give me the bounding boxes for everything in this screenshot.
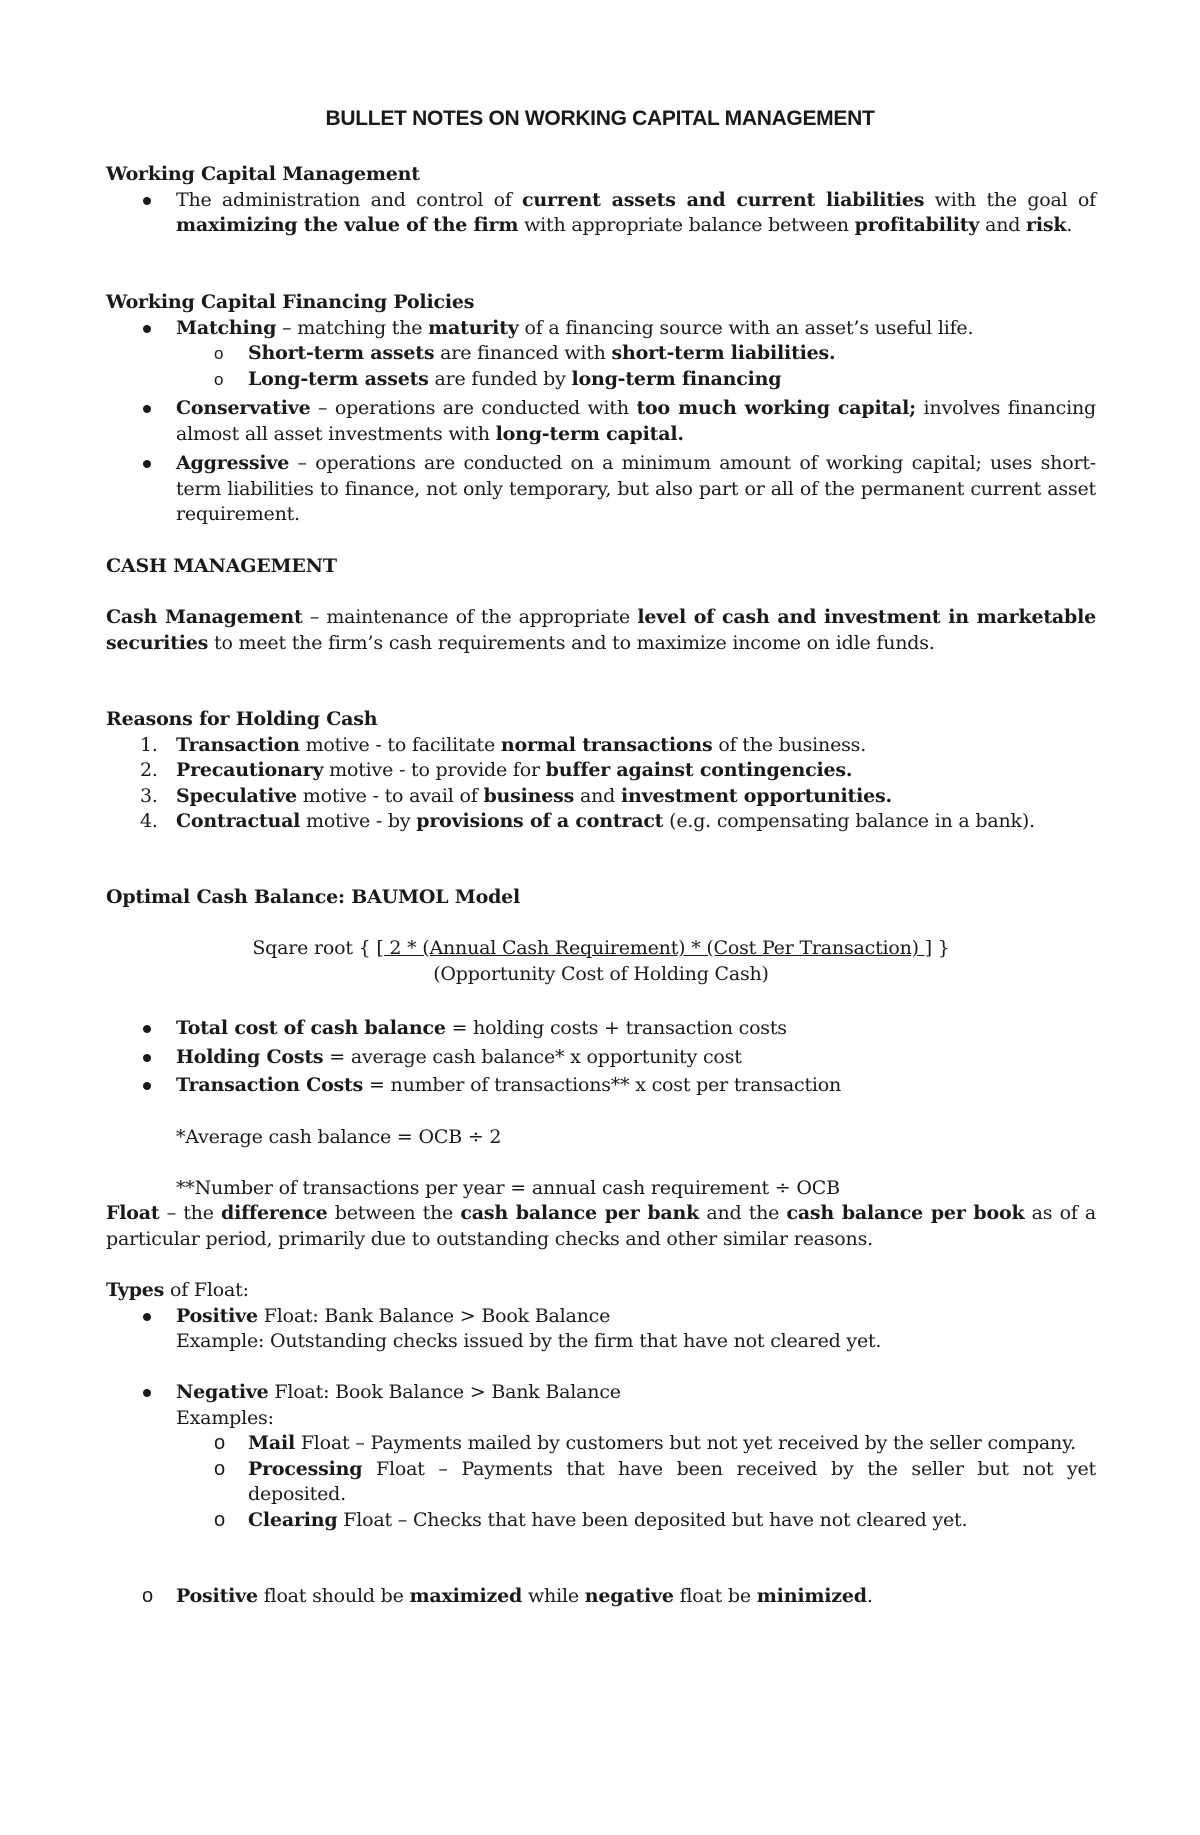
text: with the goal of — [924, 188, 1096, 211]
bold-text: minimized — [756, 1585, 867, 1607]
section-reasons — [106, 707, 1096, 835]
list-item-conservative — [106, 396, 1096, 447]
bold-text: cash balance per book — [786, 1202, 1025, 1224]
document-title: BULLET NOTES ON WORKING CAPITAL MANAGEMENT — [325, 107, 875, 130]
float-conclusion — [106, 1584, 1096, 1610]
text: of the business. — [712, 733, 867, 756]
text: = average cash balance* x opportunity cost — [323, 1045, 742, 1068]
bold-text: Clearing — [248, 1508, 338, 1531]
text: are financed with — [434, 342, 612, 364]
text: to meet the firm’s cash requirements and to maximize income on idle funds. — [208, 631, 935, 654]
bold-text: Holding Costs — [176, 1045, 324, 1068]
bold-text: Precautionary — [176, 759, 324, 781]
bold-text: long-term financing — [571, 367, 782, 390]
bold-text: Speculative — [176, 784, 297, 807]
text: and — [979, 214, 1027, 236]
bold-text: long-term capital. — [495, 422, 684, 445]
list-item-matching — [106, 316, 1096, 342]
sub-list-item-float — [106, 1457, 1096, 1508]
bold-text: Total cost of cash balance — [176, 1017, 446, 1039]
text: The administration and control of — [176, 188, 523, 211]
formula-denominator: (Opportunity Cost of Holding Cash) — [433, 962, 769, 985]
text: and — [574, 784, 621, 807]
list-item-negative-float — [106, 1380, 1096, 1431]
list-number: 1. — [140, 733, 158, 756]
text: . — [866, 1585, 873, 1607]
bold-text: difference — [220, 1202, 328, 1224]
bold-text: Contractual — [176, 810, 301, 832]
footnote-average-cash: *Average cash balance = OCB ÷ 2 — [176, 1126, 502, 1148]
bold-text: Matching — [176, 316, 277, 339]
cash-management-definition — [106, 605, 1096, 656]
sub-list-item — [106, 341, 1096, 367]
text: . — [1066, 214, 1073, 236]
list-item — [106, 188, 1096, 239]
bold-text: current assets and current liabilities — [522, 188, 925, 211]
bold-text: normal transactions — [500, 733, 713, 756]
text: motive - to avail of — [296, 784, 484, 807]
text: Float – Payments that have been received by the seller but not yet deposited. — [248, 1457, 1096, 1505]
bold-text: level of cash and investment in marketable securities — [106, 606, 1097, 654]
bold-text: Negative — [176, 1381, 269, 1403]
sub-list-item-float — [106, 1508, 1096, 1534]
text: Float: Bank Balance > Book Balance — [257, 1304, 611, 1327]
text: – operations are conducted on a minimum amount of working capital; uses short-term liabilities to finance, not only temporary, but also part or all of the permanent current asset requirement. — [176, 452, 1096, 525]
list-item-reason — [106, 809, 1096, 835]
float-conclusion-list — [106, 1584, 1096, 1610]
list-item-aggressive — [106, 451, 1096, 528]
formula-numerator-line — [106, 936, 1096, 962]
text: – operations are conducted with — [310, 397, 637, 419]
list-item-reason — [106, 733, 1096, 759]
bold-text: Transaction — [176, 733, 300, 756]
bold-text: maximized — [409, 1585, 523, 1607]
examples-label: Examples: — [176, 1406, 274, 1429]
baumol-formula — [106, 936, 1096, 987]
bold-text: Short-term assets — [248, 342, 435, 364]
list-item-positive-float — [106, 1304, 1096, 1355]
section-wcm — [106, 162, 1096, 239]
text: Float: Book Balance > Bank Balance — [268, 1381, 621, 1403]
list-item-cost — [106, 1073, 1096, 1099]
section-negative-float — [106, 1380, 1096, 1533]
list-item-reason — [106, 758, 1096, 784]
text: – the — [159, 1202, 221, 1224]
bold-text: maturity — [428, 316, 519, 339]
formula-numerator: [ 2 * (Annual Cash Requirement) * (Cost Per Transaction) ] — [376, 937, 932, 959]
text: motive - by — [300, 810, 417, 832]
sub-list-item-float — [106, 1431, 1096, 1457]
text: = holding costs + transaction costs — [445, 1017, 787, 1039]
text: Float – Checks that have been deposited but have not cleared yet. — [337, 1508, 968, 1531]
text: motive - to facilitate — [299, 733, 501, 756]
list-number: 3. — [140, 784, 158, 807]
example-text: Example: Outstanding checks issued by the firm that have not cleared yet. — [176, 1330, 882, 1352]
text: while — [522, 1585, 585, 1607]
text: of Float: — [164, 1279, 249, 1301]
bold-text: Positive — [176, 1585, 258, 1607]
text: Sqare root { — [252, 937, 377, 959]
bold-text: maximizing the value of the firm — [176, 214, 519, 236]
heading-baumol: Optimal Cash Balance: BAUMOL Model — [106, 886, 521, 908]
heading-wcm: Working Capital Management — [106, 163, 420, 185]
bold-text: Positive — [176, 1304, 258, 1327]
bold-text: Transaction Costs — [176, 1074, 364, 1096]
text: are funded by — [428, 367, 572, 390]
bold-text: too much working capital; — [636, 397, 916, 419]
list-item-cost — [106, 1045, 1096, 1071]
heading-cash-management: CASH MANAGEMENT — [106, 555, 337, 577]
heading-reasons: Reasons for Holding Cash — [106, 708, 378, 730]
text: float should be — [257, 1585, 410, 1607]
text: with appropriate balance between — [518, 214, 855, 236]
text: = number of transactions** x cost per transaction — [363, 1074, 842, 1096]
bold-text: buffer against contingencies. — [545, 759, 853, 781]
bold-text: Long-term assets — [248, 367, 429, 390]
text: – maintenance of the appropriate — [302, 606, 638, 628]
bold-text: risk — [1026, 214, 1067, 236]
text: } — [931, 937, 950, 959]
text: as of a particular period, primarily due to outstanding checks and other similar reasons. — [106, 1202, 1097, 1250]
bold-text: cash balance per bank — [460, 1202, 700, 1224]
bold-text: Mail — [248, 1432, 295, 1454]
text: (e.g. compensating balance in a bank). — [663, 810, 1035, 832]
cost-list — [106, 1016, 1096, 1099]
section-policies — [106, 290, 1096, 528]
text: – matching the — [276, 316, 429, 339]
heading-policies: Working Capital Financing Policies — [106, 291, 475, 313]
text: of a financing source with an asset’s useful life. — [518, 316, 974, 339]
section-float-types — [106, 1278, 1096, 1355]
list-item-cost — [106, 1016, 1096, 1042]
bold-text: business — [483, 784, 575, 807]
bold-text: Aggressive — [176, 452, 290, 474]
text: between the — [327, 1202, 461, 1224]
bold-text: negative — [584, 1585, 674, 1607]
text: and the — [699, 1202, 787, 1224]
bold-text: Processing — [248, 1457, 363, 1480]
text: motive - to provide for — [323, 759, 546, 781]
text: involves financing almost all asset investments with — [176, 397, 1096, 445]
footnote-transactions: **Number of transactions per year = annual cash requirement ÷ OCB — [176, 1177, 840, 1199]
bold-text: profitability — [854, 214, 980, 236]
bold-text: provisions of a contract — [416, 810, 664, 832]
bold-text: Cash Management — [106, 606, 303, 628]
list-number: 4. — [140, 810, 158, 832]
list-number: 2. — [140, 759, 158, 781]
bold-text: short-term liabilities. — [611, 342, 836, 364]
bold-text: Conservative — [176, 397, 311, 419]
text: float be — [673, 1585, 757, 1607]
text: Float – Payments mailed by customers but not yet received by the seller company. — [294, 1432, 1076, 1454]
bold-text: Types — [106, 1279, 165, 1301]
heading-float-types — [106, 1278, 1096, 1304]
sub-list-item — [106, 367, 1096, 393]
list-item-reason — [106, 784, 1096, 810]
bold-text: Float — [106, 1202, 160, 1224]
bold-text: investment opportunities. — [620, 784, 892, 807]
float-definition — [106, 1201, 1096, 1252]
